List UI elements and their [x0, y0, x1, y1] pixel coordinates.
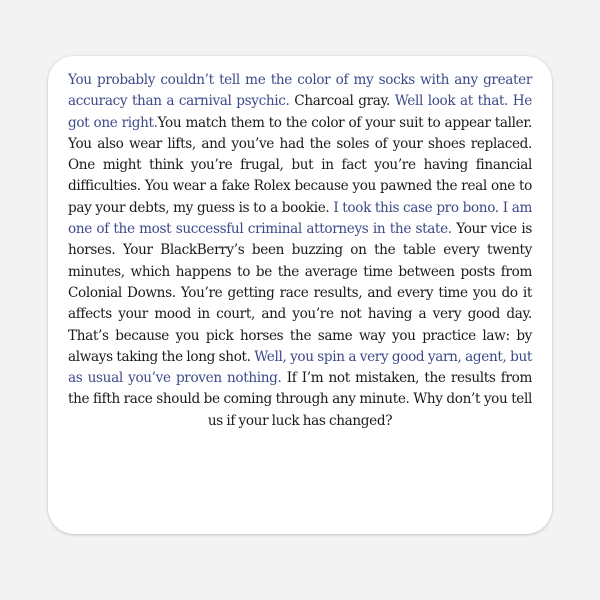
agent-line-4: If I’m not mistaken, the results from the fifth race should be coming through any minute. Why don’t you tell us if your luck has changed?	[68, 370, 532, 429]
dialogue-quote	[68, 70, 532, 432]
agent-line-3: Your vice is horses. Your BlackBerry’s been buzzing on the table every twenty minutes, which happens to be the average time between posts from Colonial Downs. You’re getting race results, and every time you do it affects your mood in court, and you’re not having a very good day. That’s because you pick horses the same way you practice law: by always taking the long shot.	[68, 221, 532, 365]
agent-line-2: You match them to the color of your suit to appear taller. You also wear lifts, and you’ve had the soles of your shoes replaced. One might think you’re frugal, but in fact you’re having financial difficulties. You wear a fake Rolex because you pawned the real one to pay your debts, my guess is to a bookie.	[68, 114, 532, 216]
attorney-line-1: You probably couldn’t tell me the color of my socks with any greater accuracy than a carnival psychic.	[68, 72, 532, 110]
attorney-line-2: Well look at that. He got one right.	[68, 93, 532, 131]
attorney-line-4: Well, you spin a very good yarn, agent, but as usual you’ve proven nothing.	[68, 348, 532, 387]
agent-line-1: Charcoal gray.	[294, 93, 395, 110]
attorney-line-3: I took this case pro bono. I am one of the most successful criminal attorneys in the state.	[68, 199, 532, 238]
